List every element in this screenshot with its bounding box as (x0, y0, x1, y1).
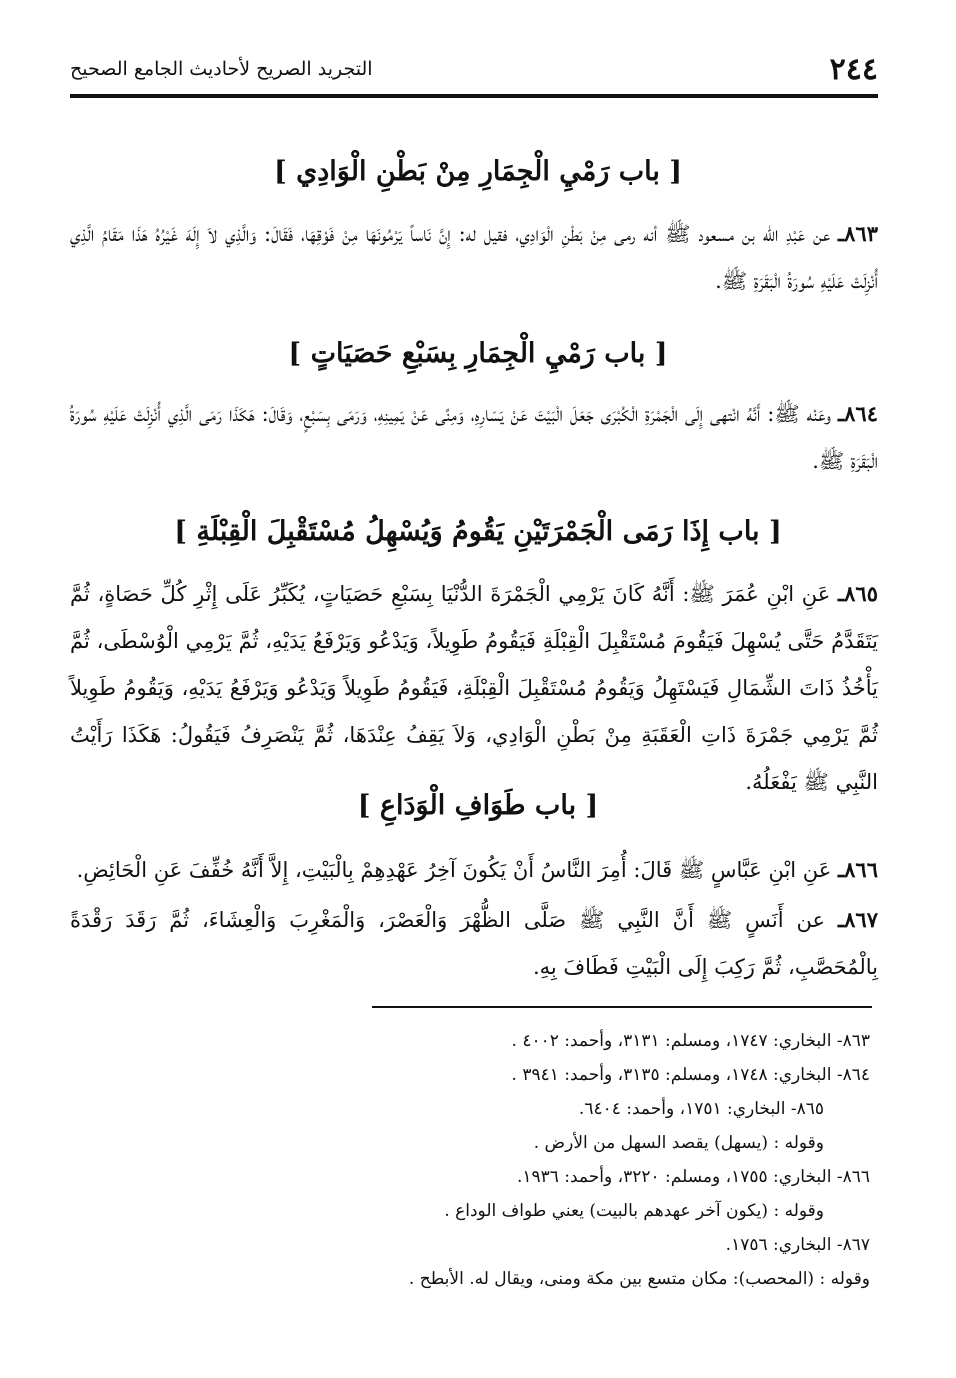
footnote: ٨٦٤- البخاري: ١٧٤٨، ومسلم: ٣١٣٥، وأحمد: ٣٩٤١ . (511, 1065, 870, 1085)
chapter-title: [ باب رَمْيِ الْجِمَارِ مِنْ بَطْنِ الْوَادِي ] (273, 156, 683, 187)
footnote-note: وقوله : (المحصب): مكان متسع بين مكة ومنى، ويقال له. الأبطح . (408, 1269, 870, 1289)
running-header (70, 52, 878, 92)
hadith-paragraph (70, 896, 878, 991)
footnotes (200, 1024, 870, 1296)
hadith-paragraph (70, 846, 878, 894)
footnote-rule (372, 1006, 872, 1008)
book-title: التجريد الصريح لأحاديث الجامع الصحيح (70, 58, 373, 80)
footnote: ٨٦٥- البخاري: ١٧٥١، وأحمد: ٦٤٠٤. (578, 1099, 824, 1119)
hadith-paragraph (70, 210, 878, 305)
footnote: ٨٦٣- البخاري: ١٧٤٧، ومسلم: ٣١٣١، وأحمد: ٤٠٠٢ . (511, 1031, 870, 1051)
chapter-title: [ باب إِذَا رَمَى الْجَمْرَتَيْنِ يَقُومُ وَيُسْهِلُ مُسْتَقْبِلَ الْقِبْلَةِ ] (174, 516, 782, 547)
hadith-text: عَنِ ابْنِ عُمَرَ ﷺ: أَنَّهُ كَانَ يَرْمِي الْجَمْرَةَ الدُّنْيَا بِسَبْعِ حَصَيَاتٍ، يُكَبِّرُ عَلَى إِثْرِ كُلِّ حَصَاةٍ، ثُمَّ يَتَقَدَّمُ حَتَّى يُسْهِلَ فَيَقُومَ مُسْتَقْبِلَ الْقِبْلَةِ فَيَقُومُ طَوِيلاً، وَيَدْعُو وَيَرْفَعُ يَدَيْهِ، ثُمَّ يَرْمِي الْوُسْطَى، ثُمَّ يَأْخُذُ ذَاتَ الشِّمَالِ فَيَسْتَهِلُ وَيَقُومُ مُسْتَقْبِلَ الْقِبْلَةِ، فَيَقُومُ طَوِيلاً وَيَدْعُو وَيَرْفَعُ يَدَيْهِ، وَيَقُومُ طَوِيلاً ثُمَّ يَرْمِي جَمْرَةَ ذَاتِ الْعَقَبَةِ مِنْ بَطْنِ الْوَادِي، وَلاَ يَقِفُ عِنْدَهَا، ثُمَّ يَنْصَرِفُ فَيَقُولُ: هَكَذَا رَأَيْتُ النَّبِي ﷺ يَفْعَلُهُ. (70, 582, 879, 794)
page-number: ٢٤٤ (829, 52, 878, 87)
footnote: ٨٦٧- البخاري: ١٧٥٦. (725, 1235, 870, 1255)
chapter-title: [ باب طَوَافِ الْوَدَاعِ ] (357, 790, 599, 821)
hadith-text: وعَنْه ﷺ: أَنَّهُ انْتهى إِلَى الْجَمْرَةِ الْكُبْرَى جَعَلَ الْبَيْتَ عَنْ يَسَارِهِ، وَمِنًى عَنْ يَمِينِهِ، وَرَمَى بِسَبْعٍ، وَقَالَ: هَكَذَا رَمَى الَّذِي أُنْزِلَتْ عَلَيْهِ سُورَةُ الْبَقَرَةِ ﷺ. (70, 402, 878, 473)
hadith-number: ٨٦٦ـ (838, 857, 878, 882)
footnote-note: وقوله : (يكون آخر عهدهم بالبيت) يعني طواف الوداع . (444, 1201, 824, 1221)
hadith-number: ٨٦٣ـ (838, 221, 878, 246)
hadith-number: ٨٦٧ـ (838, 907, 878, 932)
footnote-note: وقوله : (يسهل) يقصد السهل من الأرض . (533, 1133, 824, 1153)
header-rule (70, 94, 878, 98)
hadith-number: ٨٦٤ـ (838, 401, 878, 426)
hadith-text: عن عَبْدِ الله بن مسعود ﷺ أنه رمى مِنْ بَطْنِ الْوَادِي، فقيل له: إِنَّ نَاساً يَرْمُونَهَا مِنْ فَوْقِهَا، فَقَالَ: وَالَّذِي لاَ إِلَهَ غَيْرُهُ هَذَا مَقَامُ الَّذِي أُنْزِلَتْ عَلَيْهِ سُورَةُ الْبَقَرَةِ ﷺ. (70, 222, 878, 293)
hadith-paragraph (70, 390, 878, 485)
chapter-title: [ باب رَمْيِ الْجِمَارِ بِسَبْعِ حَصَيَاتٍ ] (288, 338, 668, 369)
hadith-paragraph (70, 570, 878, 806)
hadith-text: عن أَنَسٍ ﷺ أَنَّ النَّبِي ﷺ صَلَّى الظُّهْرَ وَالْعَصْرَ، وَالْمَغْرِبَ وَالْعِشَاءَ، ثُمَّ رَقَدَ رَقْدَةً بِالْمُحَصَّبِ، ثُمَّ رَكِبَ إِلَى الْبَيْتِ فَطَافَ بِهِ. (70, 908, 878, 979)
footnote: ٨٦٦- البخاري: ١٧٥٥، ومسلم: ٣٢٢٠، وأحمد: ١٩٣٦. (516, 1167, 870, 1187)
hadith-text: عَنِ ابْنِ عَبَّاسٍ ﷺ قَالَ: أُمِرَ النَّاسُ أَنْ يَكُونَ آخِرُ عَهْدِهِمْ بِالْبَيْتِ، إِلاَّ أَنَّهُ خُفِّفَ عَنِ الْحَائِضِ. (76, 858, 838, 882)
hadith-number: ٨٦٥ـ (838, 581, 878, 606)
